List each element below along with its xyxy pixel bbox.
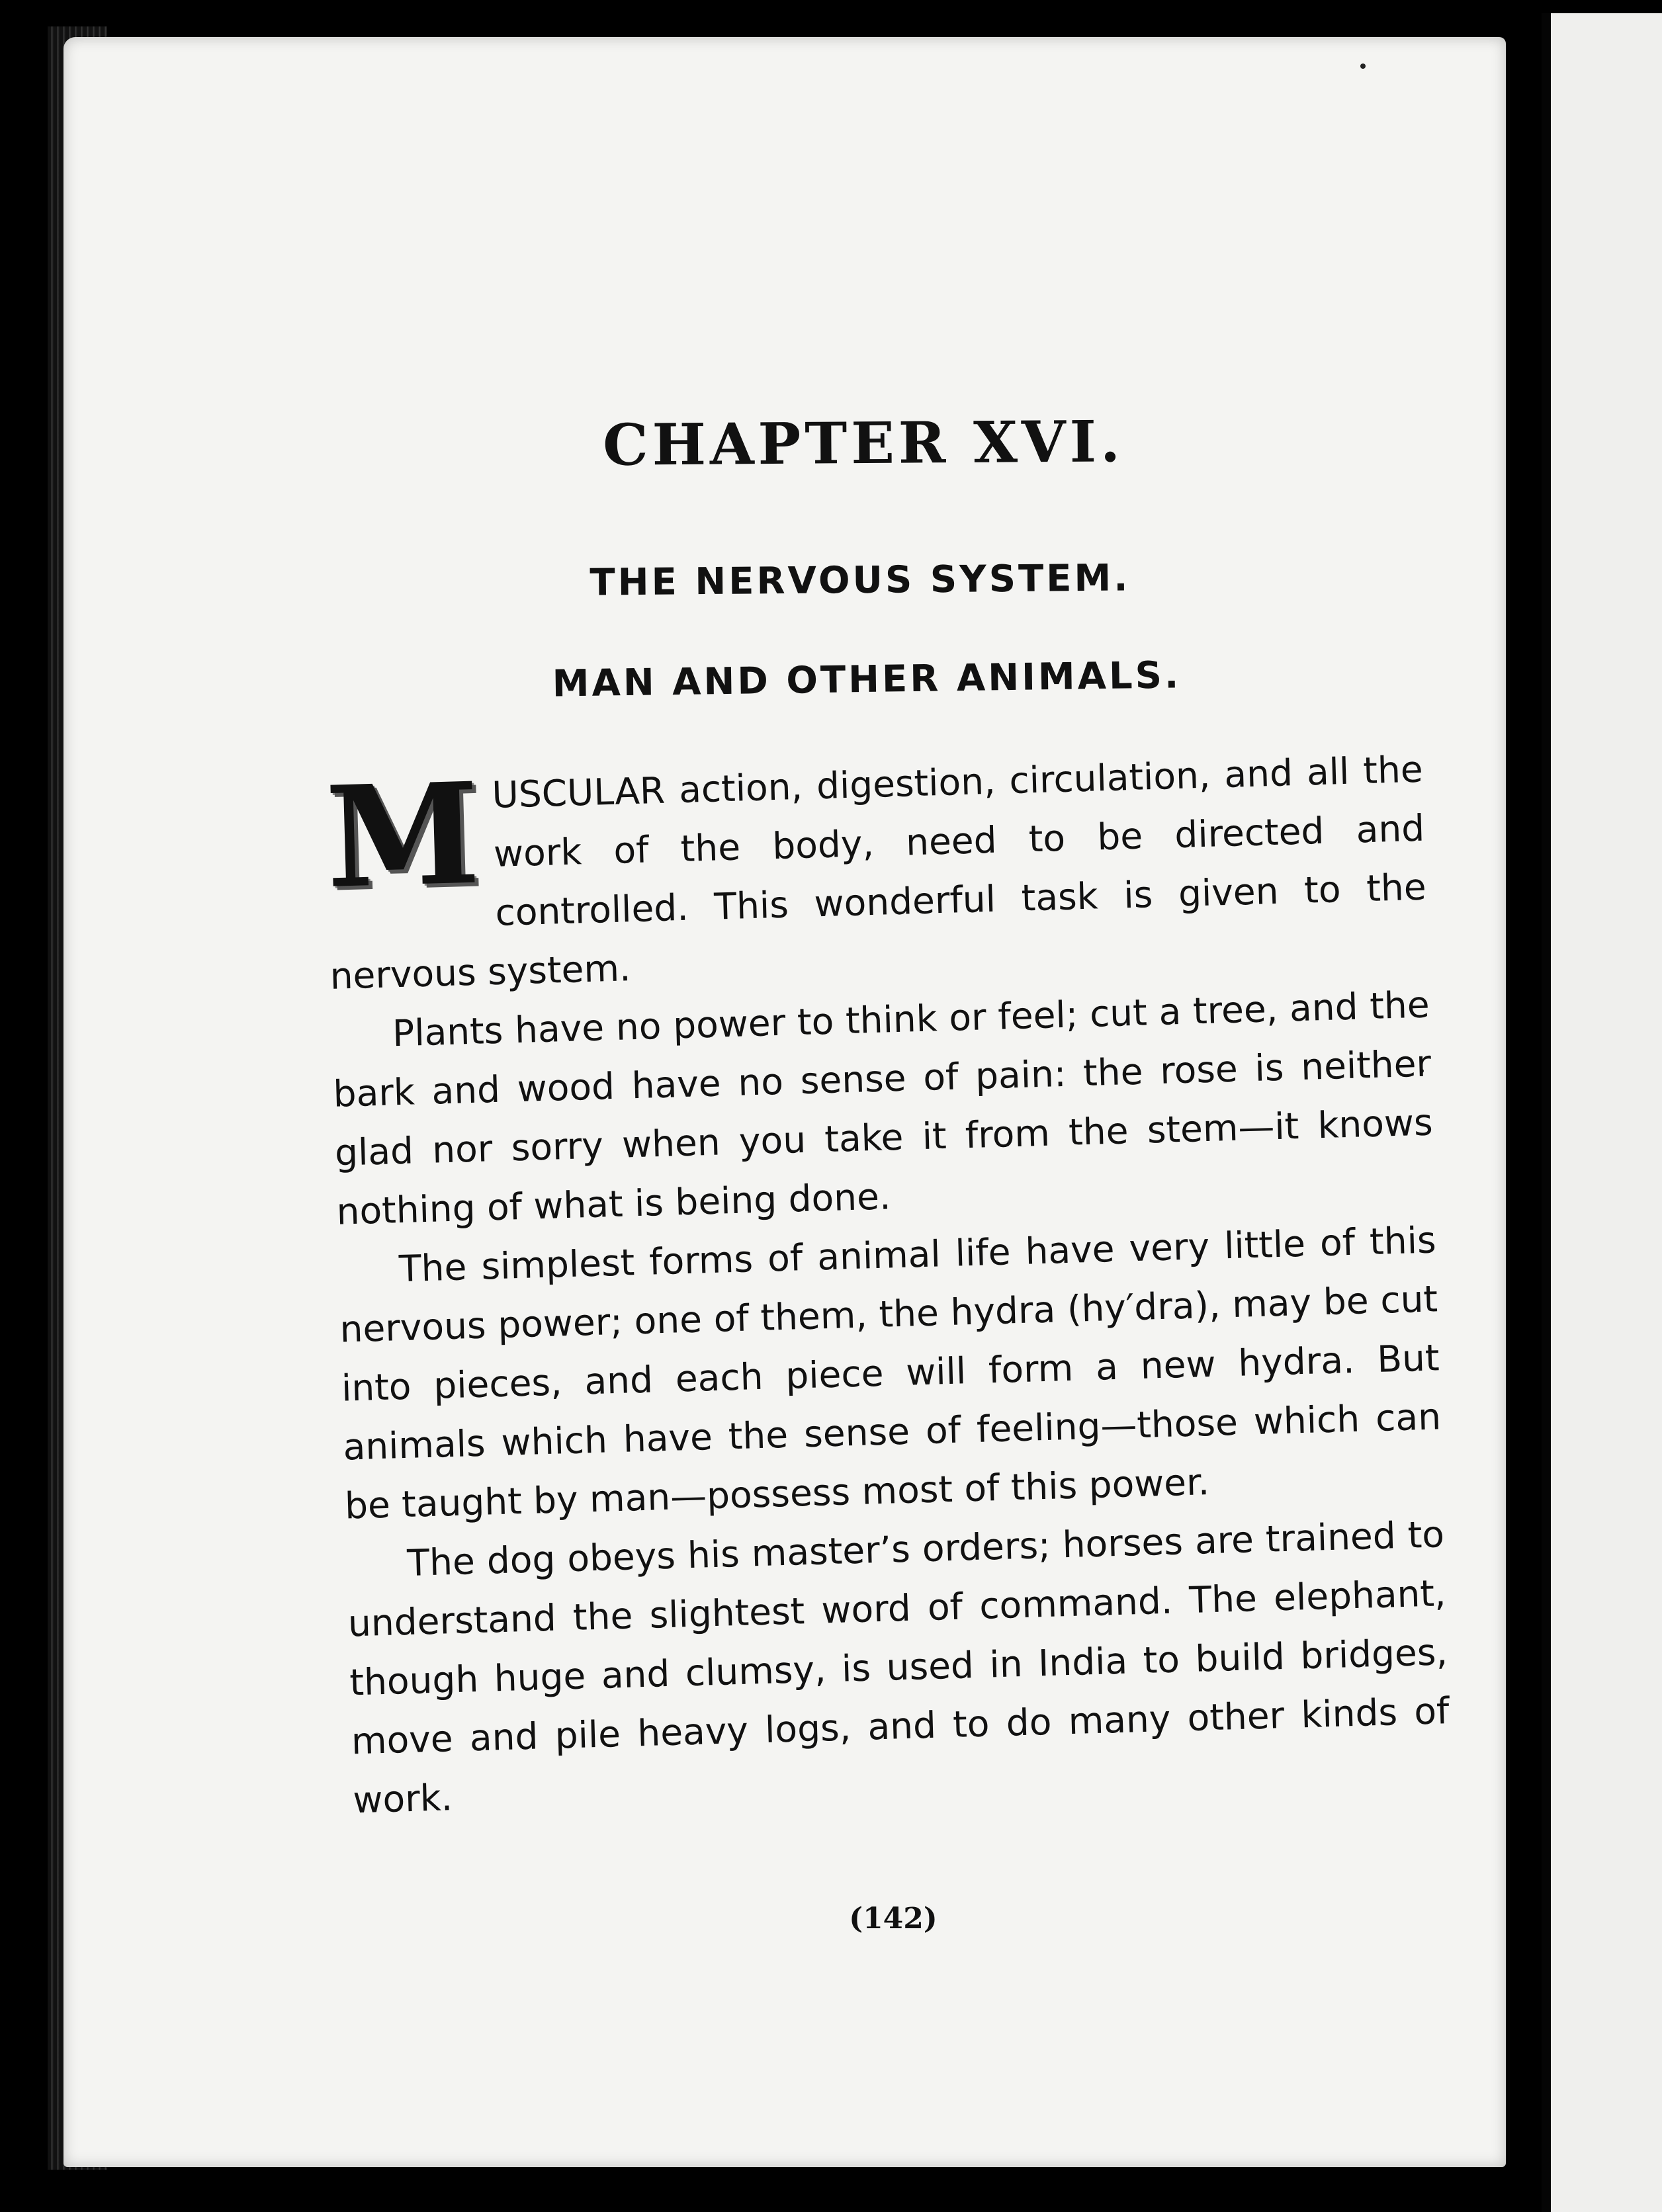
paragraph-2: Plants have no power to think or feel; cut a tree, and the bark and wood have no sense of pain: the rose is neither glad nor sorry when you take it from the stem—it knows nothing of what is being done. — [332, 983, 1434, 1233]
paragraph-1 — [324, 740, 1428, 1006]
page-number: (142) — [849, 1902, 938, 1936]
paragraph-1-text: USCULAR action, digestion, circulation, and all the work of the body, need to be directed and controlled. This wonderful task is given to the nervous system. — [329, 747, 1427, 998]
section-heading-nervous-system: THE NERVOUS SYSTEM. — [590, 556, 1131, 605]
section-heading-man-and-animals: MAN AND OTHER ANIMALS. — [552, 654, 1182, 706]
drop-cap-letter: M — [324, 751, 482, 919]
body-text — [324, 740, 1452, 1830]
dust-speck — [1360, 64, 1366, 69]
next-page-edge — [1542, 13, 1662, 2212]
paragraph-4: The dog obeys his master’s orders; horses are trained to understand the slightest word of command. The elephant, though huge and clumsy, is used in India to build bridges, move and pile heavy logs, and to do many other kinds of work. — [347, 1513, 1450, 1822]
book-gutter — [1506, 0, 1542, 2212]
chapter-title: CHAPTER XVI. — [602, 408, 1125, 479]
paragraph-3: The simplest forms of animal life have very little of this nervous power; one of them, the hydra (hy′dra), may be cut into pieces, and each piece will form a new hydra. But animals which have the sense of feeling—those which can be taught by man—possess most of this power. — [339, 1218, 1442, 1527]
